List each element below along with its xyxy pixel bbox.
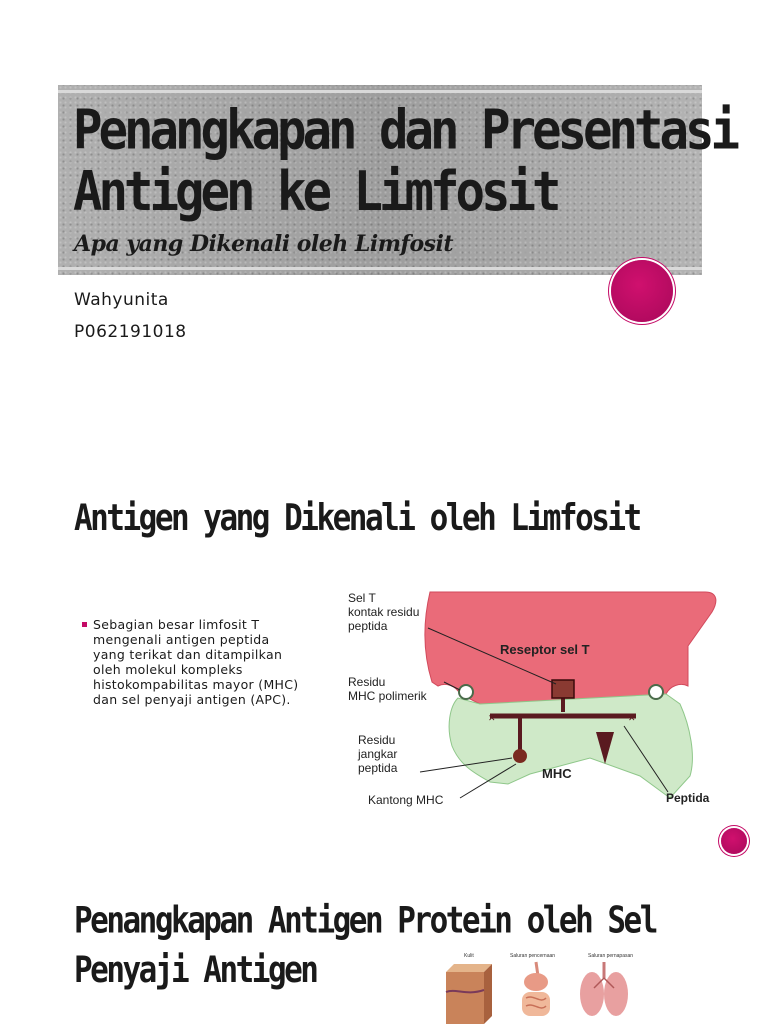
lungs-illustration bbox=[580, 962, 628, 1016]
bullet-line: mengenali antigen peptida bbox=[93, 632, 270, 647]
label-reseptor: Reseptor sel T bbox=[500, 642, 590, 657]
slide2-heading: Antigen yang Dikenali oleh Limfosit bbox=[74, 497, 640, 540]
skin-block-illustration bbox=[446, 964, 492, 1024]
label-residu-jangkar-3: peptida bbox=[358, 761, 398, 775]
slide3-heading-line-1: Penangkapan Antigen Protein oleh Sel bbox=[74, 899, 656, 943]
label-selt-2: kontak residu bbox=[348, 605, 420, 619]
svg-text:✕: ✕ bbox=[628, 713, 636, 723]
svg-text:✕: ✕ bbox=[488, 713, 496, 723]
banner-top-rule bbox=[58, 90, 702, 93]
label-kantong-mhc: Kantong MHC bbox=[368, 793, 444, 807]
accent-circle-decoration bbox=[611, 260, 673, 322]
label-peptida: Peptida bbox=[666, 791, 710, 805]
bullet-line: Sebagian besar limfosit T bbox=[93, 617, 260, 632]
accent-circle-decoration-small bbox=[721, 828, 747, 854]
receptor-box bbox=[552, 680, 574, 698]
label-residu-jangkar-1: Residu bbox=[358, 733, 396, 747]
digestive-tract-illustration bbox=[522, 962, 550, 1016]
slide3-heading-line-2: Penyaji Antigen bbox=[74, 949, 317, 992]
author-name: Wahyunita bbox=[74, 290, 169, 310]
label-residu-jangkar-2: jangkar bbox=[358, 747, 398, 761]
label-saluran-pernapasan: Saluran pernapasan bbox=[588, 953, 634, 959]
label-selt-1: Sel T bbox=[348, 591, 376, 605]
slide-title-line-1: Penangkapan dan Presentasi bbox=[73, 98, 737, 162]
bullet-square-icon bbox=[82, 622, 87, 627]
slide-subtitle: Apa yang Dikenali oleh Limfosit bbox=[74, 231, 454, 257]
banner-bottom-rule bbox=[58, 267, 702, 270]
label-residu-mhc-2: MHC polimerik bbox=[348, 689, 427, 703]
bullet-line: yang terikat dan ditampilkan bbox=[93, 647, 283, 662]
slide-title bbox=[73, 98, 737, 224]
label-kulit: Kulit bbox=[464, 953, 474, 959]
tcell-mhc-diagram bbox=[340, 586, 725, 816]
bullet-line: dan sel penyaji antigen (APC). bbox=[93, 692, 291, 707]
label-residu-mhc-1: Residu bbox=[348, 675, 386, 689]
bullet-text bbox=[82, 617, 332, 707]
slide-title-line-2: Antigen ke Limfosit bbox=[73, 160, 558, 224]
bullet-line: oleh molekul kompleks bbox=[93, 662, 243, 677]
antigen-entry-figure bbox=[440, 948, 648, 1024]
label-saluran-pencernaan: Saluran pencernaan bbox=[510, 953, 556, 959]
author-id: P062191018 bbox=[74, 322, 187, 342]
label-mhc: MHC bbox=[542, 766, 572, 781]
bullet-item bbox=[82, 617, 332, 707]
bullet-line: histokompabilitas mayor (MHC) bbox=[93, 677, 299, 692]
label-selt-3: peptida bbox=[348, 619, 388, 633]
anchor-residue bbox=[513, 749, 527, 763]
